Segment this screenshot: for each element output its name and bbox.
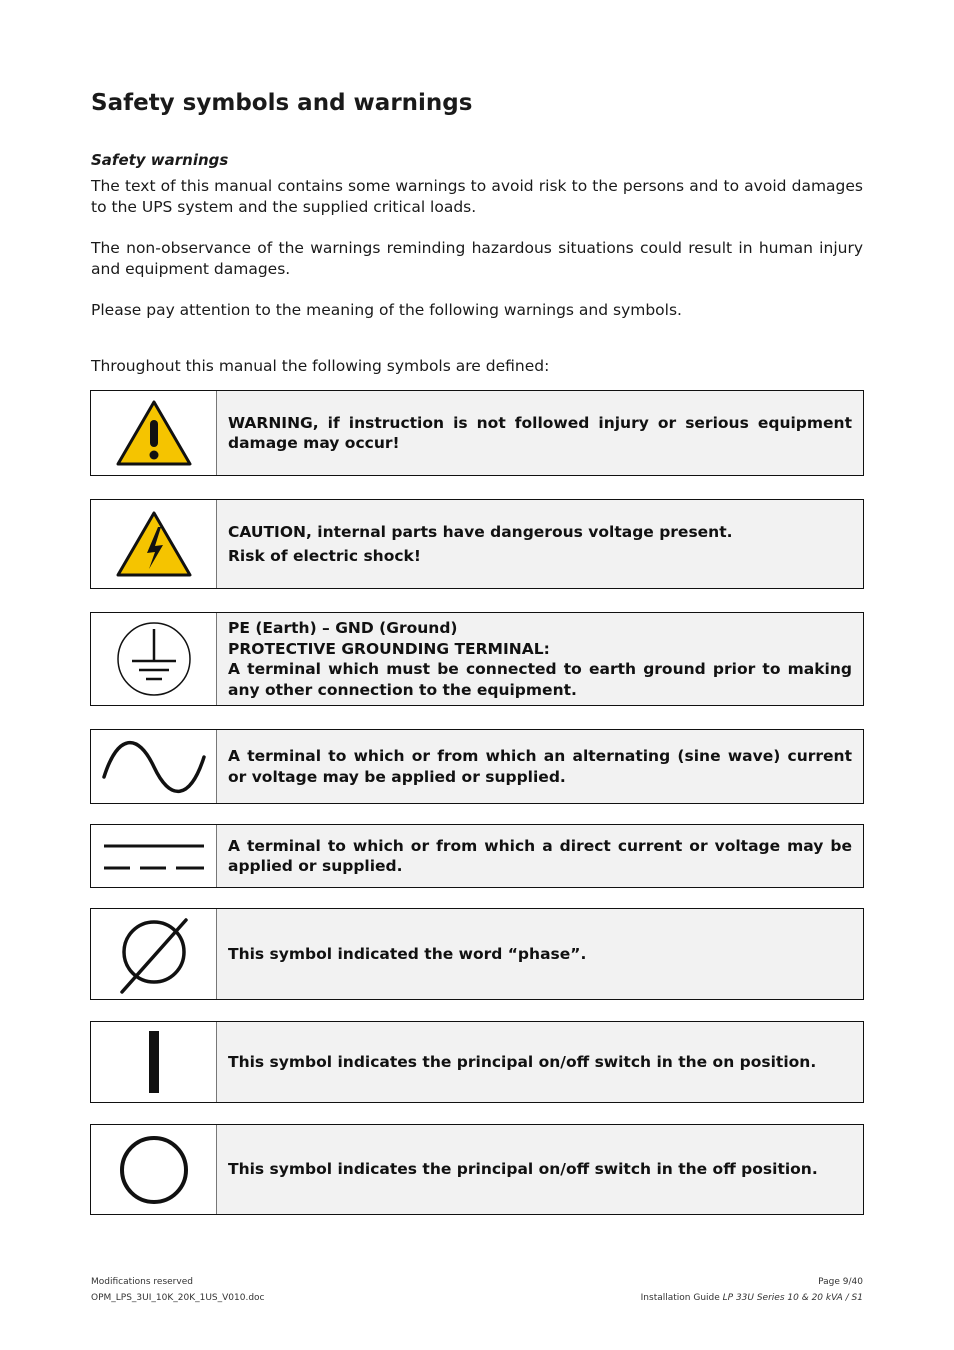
footer-left — [91, 1274, 265, 1306]
symbol-row-phase — [90, 908, 864, 1000]
footer-modifications: Modifications reserved — [91, 1277, 193, 1287]
symbol-description — [217, 391, 863, 475]
phase-icon — [114, 914, 194, 994]
description-line: A terminal which must be connected to earth ground prior to making any other connection to the equipment. — [228, 660, 852, 699]
symbol-cell — [91, 825, 217, 887]
alternating-current-icon — [102, 737, 206, 797]
symbol-cell — [91, 1125, 217, 1214]
symbol-description — [217, 1022, 863, 1102]
page-title: Safety symbols and warnings — [91, 90, 473, 116]
footer-guide-label: Installation Guide — [640, 1293, 723, 1303]
description-line: This symbol indicates the principal on/off switch in the on position. — [228, 1052, 817, 1071]
protective-earth-icon — [114, 619, 194, 699]
symbol-row-on — [90, 1021, 864, 1103]
direct-current-icon — [102, 836, 206, 876]
power-off-icon — [116, 1132, 192, 1208]
symbol-description — [217, 909, 863, 999]
symbol-description — [217, 1125, 863, 1214]
footer-document-title — [641, 1290, 863, 1306]
symbol-row-off — [90, 1124, 864, 1215]
symbol-description — [217, 825, 863, 887]
description-line: A terminal to which or from which an alternating (sine wave) current or voltage may be applied or supplied. — [228, 747, 852, 786]
symbols-intro-paragraph: Throughout this manual the following symbols are defined: — [91, 357, 550, 375]
description-line: Risk of electric shock! — [228, 547, 421, 565]
symbol-cell — [91, 500, 217, 588]
hazard-paragraph: The non-observance of the warnings reminding hazardous situations could result in human injury and equipment damages. — [91, 239, 863, 278]
footer-filename: OPM_LPS_3UI_10K_20K_1US_V010.doc — [91, 1293, 265, 1303]
symbol-cell — [91, 909, 217, 999]
description-line: WARNING, if instruction is not followed injury or serious equipment damage may occur! — [228, 413, 852, 452]
description-line: PE (Earth) – GND (Ground) — [228, 619, 458, 637]
electric-shock-icon — [114, 509, 194, 579]
description-line: This symbol indicated the word “phase”. — [228, 944, 587, 963]
footer-right — [641, 1274, 863, 1306]
description-line: A terminal to which or from which a direct current or voltage may be applied or supplied. — [228, 836, 852, 875]
symbol-row-ac — [90, 729, 864, 804]
symbol-description — [217, 730, 863, 803]
footer-page-number: Page 9/40 — [818, 1277, 863, 1287]
symbol-cell — [91, 391, 217, 475]
attention-paragraph: Please pay attention to the meaning of the following warnings and symbols. — [91, 301, 682, 319]
symbol-row-caution — [90, 499, 864, 589]
section-subtitle: Safety warnings — [91, 151, 229, 169]
intro-paragraph: The text of this manual contains some warnings to avoid risk to the persons and to avoid damages to the UPS system and the supplied critical loads. — [91, 177, 863, 216]
description-line: CAUTION, internal parts have dangerous voltage present. — [228, 522, 733, 541]
symbol-cell — [91, 730, 217, 803]
symbol-cell — [91, 613, 217, 705]
symbol-row-warning — [90, 390, 864, 476]
warning-exclamation-icon — [114, 398, 194, 468]
symbol-description — [217, 500, 863, 588]
description-line: PROTECTIVE GROUNDING TERMINAL: — [228, 639, 550, 658]
symbol-cell — [91, 1022, 217, 1102]
power-on-icon — [144, 1029, 164, 1095]
description-line: This symbol indicates the principal on/off switch in the off position. — [228, 1160, 818, 1179]
symbol-row-ground — [90, 612, 864, 706]
symbol-row-dc — [90, 824, 864, 888]
symbol-description — [217, 613, 863, 705]
footer-product-name: LP 33U Series 10 & 20 kVA / S1 — [722, 1293, 863, 1303]
